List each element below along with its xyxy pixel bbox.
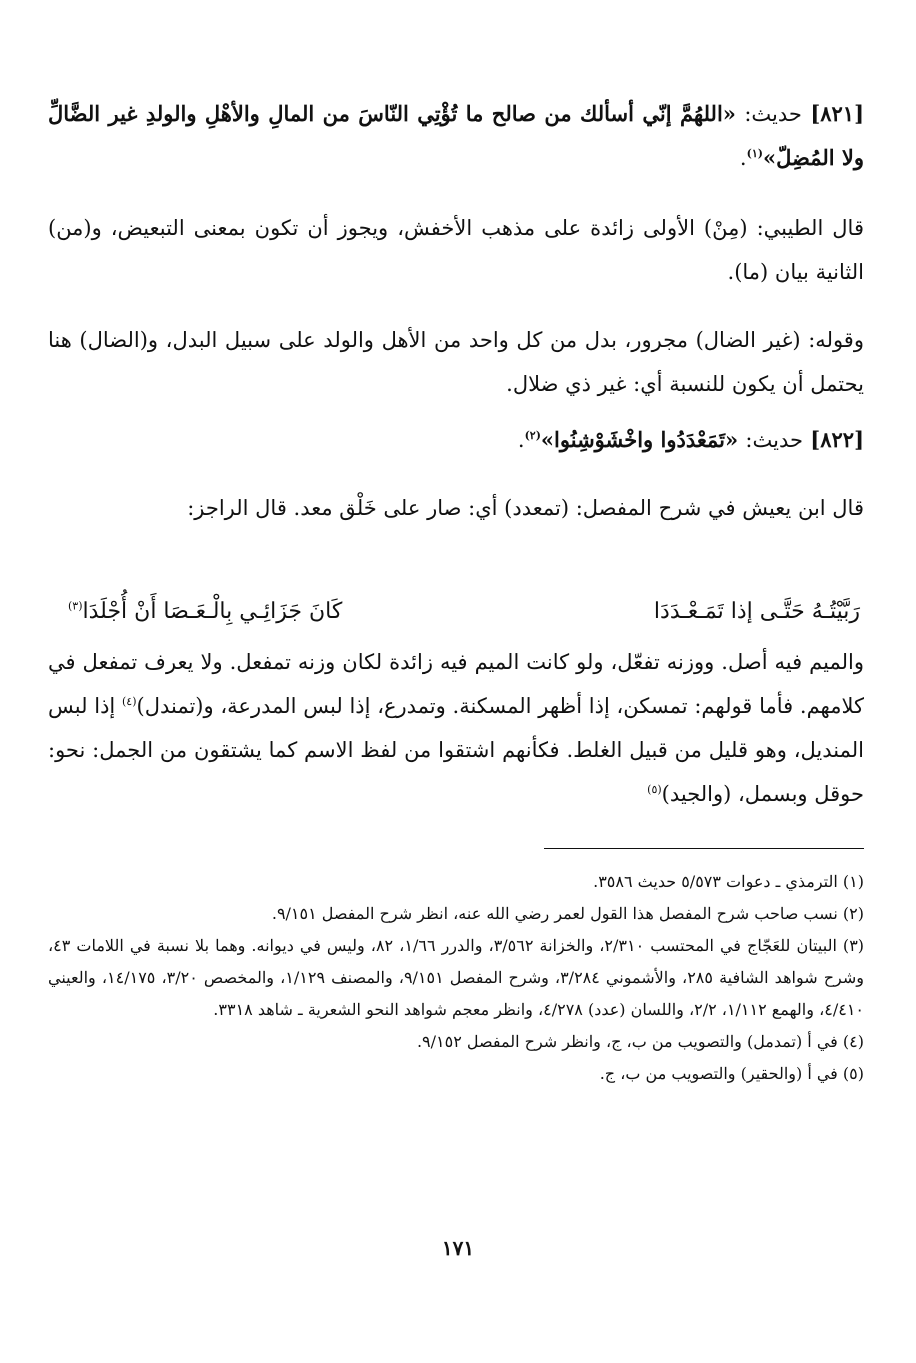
- paragraph-tibi: [48, 206, 864, 294]
- footnote-ref[interactable]: (٢): [524, 429, 541, 442]
- paragraph-text: والميم فيه أصل. ووزنه تفعّل، ولو كانت الميم فيه زائدة لكان وزنه تمفعل. ولا يعرف تمفعل في كلامهم. فأما قولهم: تمسكن، إذا أظهر المسكنة. وتمدرع، إذا لبس المدرعة، و(تمندل): [48, 650, 864, 718]
- hadith-prefix: حديث:: [744, 102, 802, 126]
- footnote-divider: [544, 848, 864, 849]
- paragraph-ibn-yaish: [48, 486, 864, 530]
- page-number: ١٧١: [441, 1236, 475, 1260]
- hadith-822: [٨٢٢] حديث: «تَمَعْدَدُوا واخْشَوْشِنُوا»$^{(٢)}$.: [517, 427, 864, 452]
- footnote-ref[interactable]: (٥): [647, 783, 662, 796]
- footnote-ref[interactable]: (٤): [122, 695, 137, 708]
- paragraph-ghayr-addal: [48, 318, 864, 406]
- footnote-1: (١) الترمذي ـ دعوات ٥/٥٧٣ حديث ٣٥٨٦.: [593, 872, 864, 891]
- footnote-2: (٢) نسب صاحب شرح المفصل هذا القول لعمر رضي الله عنه، انظر شرح المفصل ٩/١٥١.: [271, 904, 864, 923]
- hadith-number: [٨٢٢]: [810, 427, 864, 452]
- hadith-text: «تَمَعْدَدُوا واخْشَوْشِنُوا»: [540, 427, 739, 452]
- poem-verse: [48, 590, 864, 634]
- hadith-text: «اللهُمَّ إنّي أسألك من صالح ما تُؤْتِي النّاسَ من المالِ والأهْلِ والولدِ غير الضَّالِّ ولا المُضِلّ»: [48, 101, 864, 170]
- verse-first-hemistich: رَبَّيْتُـهُ حَتَّـى إذا تَمَـعْـدَدَا: [653, 599, 860, 624]
- paragraph-mim: [48, 640, 864, 816]
- footnotes: [48, 866, 864, 1090]
- hadith-821: [٨٢١] حديث: «اللهُمَّ إنّي أسألك من صالح ما تُؤْتِي النّاسَ من المالِ والأهْلِ والولدِ غير الضَّالِّ ولا المُضِلّ»$^{(١)}$.: [48, 101, 865, 170]
- footnote-ref[interactable]: (١): [746, 147, 763, 160]
- footnote-4: (٤) في أ (تمدمل) والتصويب من ب، ج، وانظر شرح المفصل ٩/١٥٢.: [416, 1032, 864, 1051]
- hadith-number: [٨٢١]: [810, 101, 865, 126]
- footnote-ref[interactable]: (٣): [68, 599, 83, 613]
- paragraph-text: وقوله: (غير الضال) مجرور، بدل من كل واحد من الأهل والولد على سبيل البدل، و(الضال) هنا يحتمل أن يكون للنسبة أي: غير ذي ضلال.: [48, 328, 864, 396]
- hadith-prefix: حديث:: [745, 428, 803, 452]
- verse-second-hemistich: كَانَ جَزَائِـي بِالْـعَـصَا أَنْ أُجْلَدَا: [82, 599, 343, 624]
- paragraph-text-cont: إذا لبس المنديل، وهو قليل من قبيل الغلط. فكأنهم اشتقوا من لفظ الاسم كما يشتقون من الجمل: نحو: حوقل وبسمل، (والجيد): [48, 694, 864, 806]
- footnote-3: (٣) البيتان للعَجّاج في المحتسب ٢/٣١٠، والخزانة ٣/٥٦٢، والدرر ١/٦٦، ٨٢، وليس في ديوانه. وهما بلا نسبة في اللامات ٤٣، وشرح شواهد الشافية ٢٨٥، والأشموني ٣/٢٨٤، وشرح المفصل ٩/١٥١، والمصنف ١/١٢٩، والمخصص ٣/٢٠، ١٤/١٧٥، والعيني ٤/٤١٠، والهمع ١/١١٢، ٢/٢، واللسان (عدد) ٤/٢٧٨، وانظر معجم شواهد النحو الشعرية ـ شاهد ٣٣١٨.: [48, 936, 865, 1019]
- paragraph-text: قال ابن يعيش في شرح المفصل: (تمعدد) أي: صار على خَلْق معد. قال الراجز:: [187, 496, 864, 520]
- paragraph-text: قال الطيبي: (مِنْ) الأولى زائدة على مذهب الأخفش، ويجوز أن تكون بمعنى التبعيض، و(من) الثانية بيان (ما).: [48, 216, 864, 284]
- footnote-5: (٥) في أ (والحقير) والتصويب من ب، ج.: [599, 1064, 864, 1083]
